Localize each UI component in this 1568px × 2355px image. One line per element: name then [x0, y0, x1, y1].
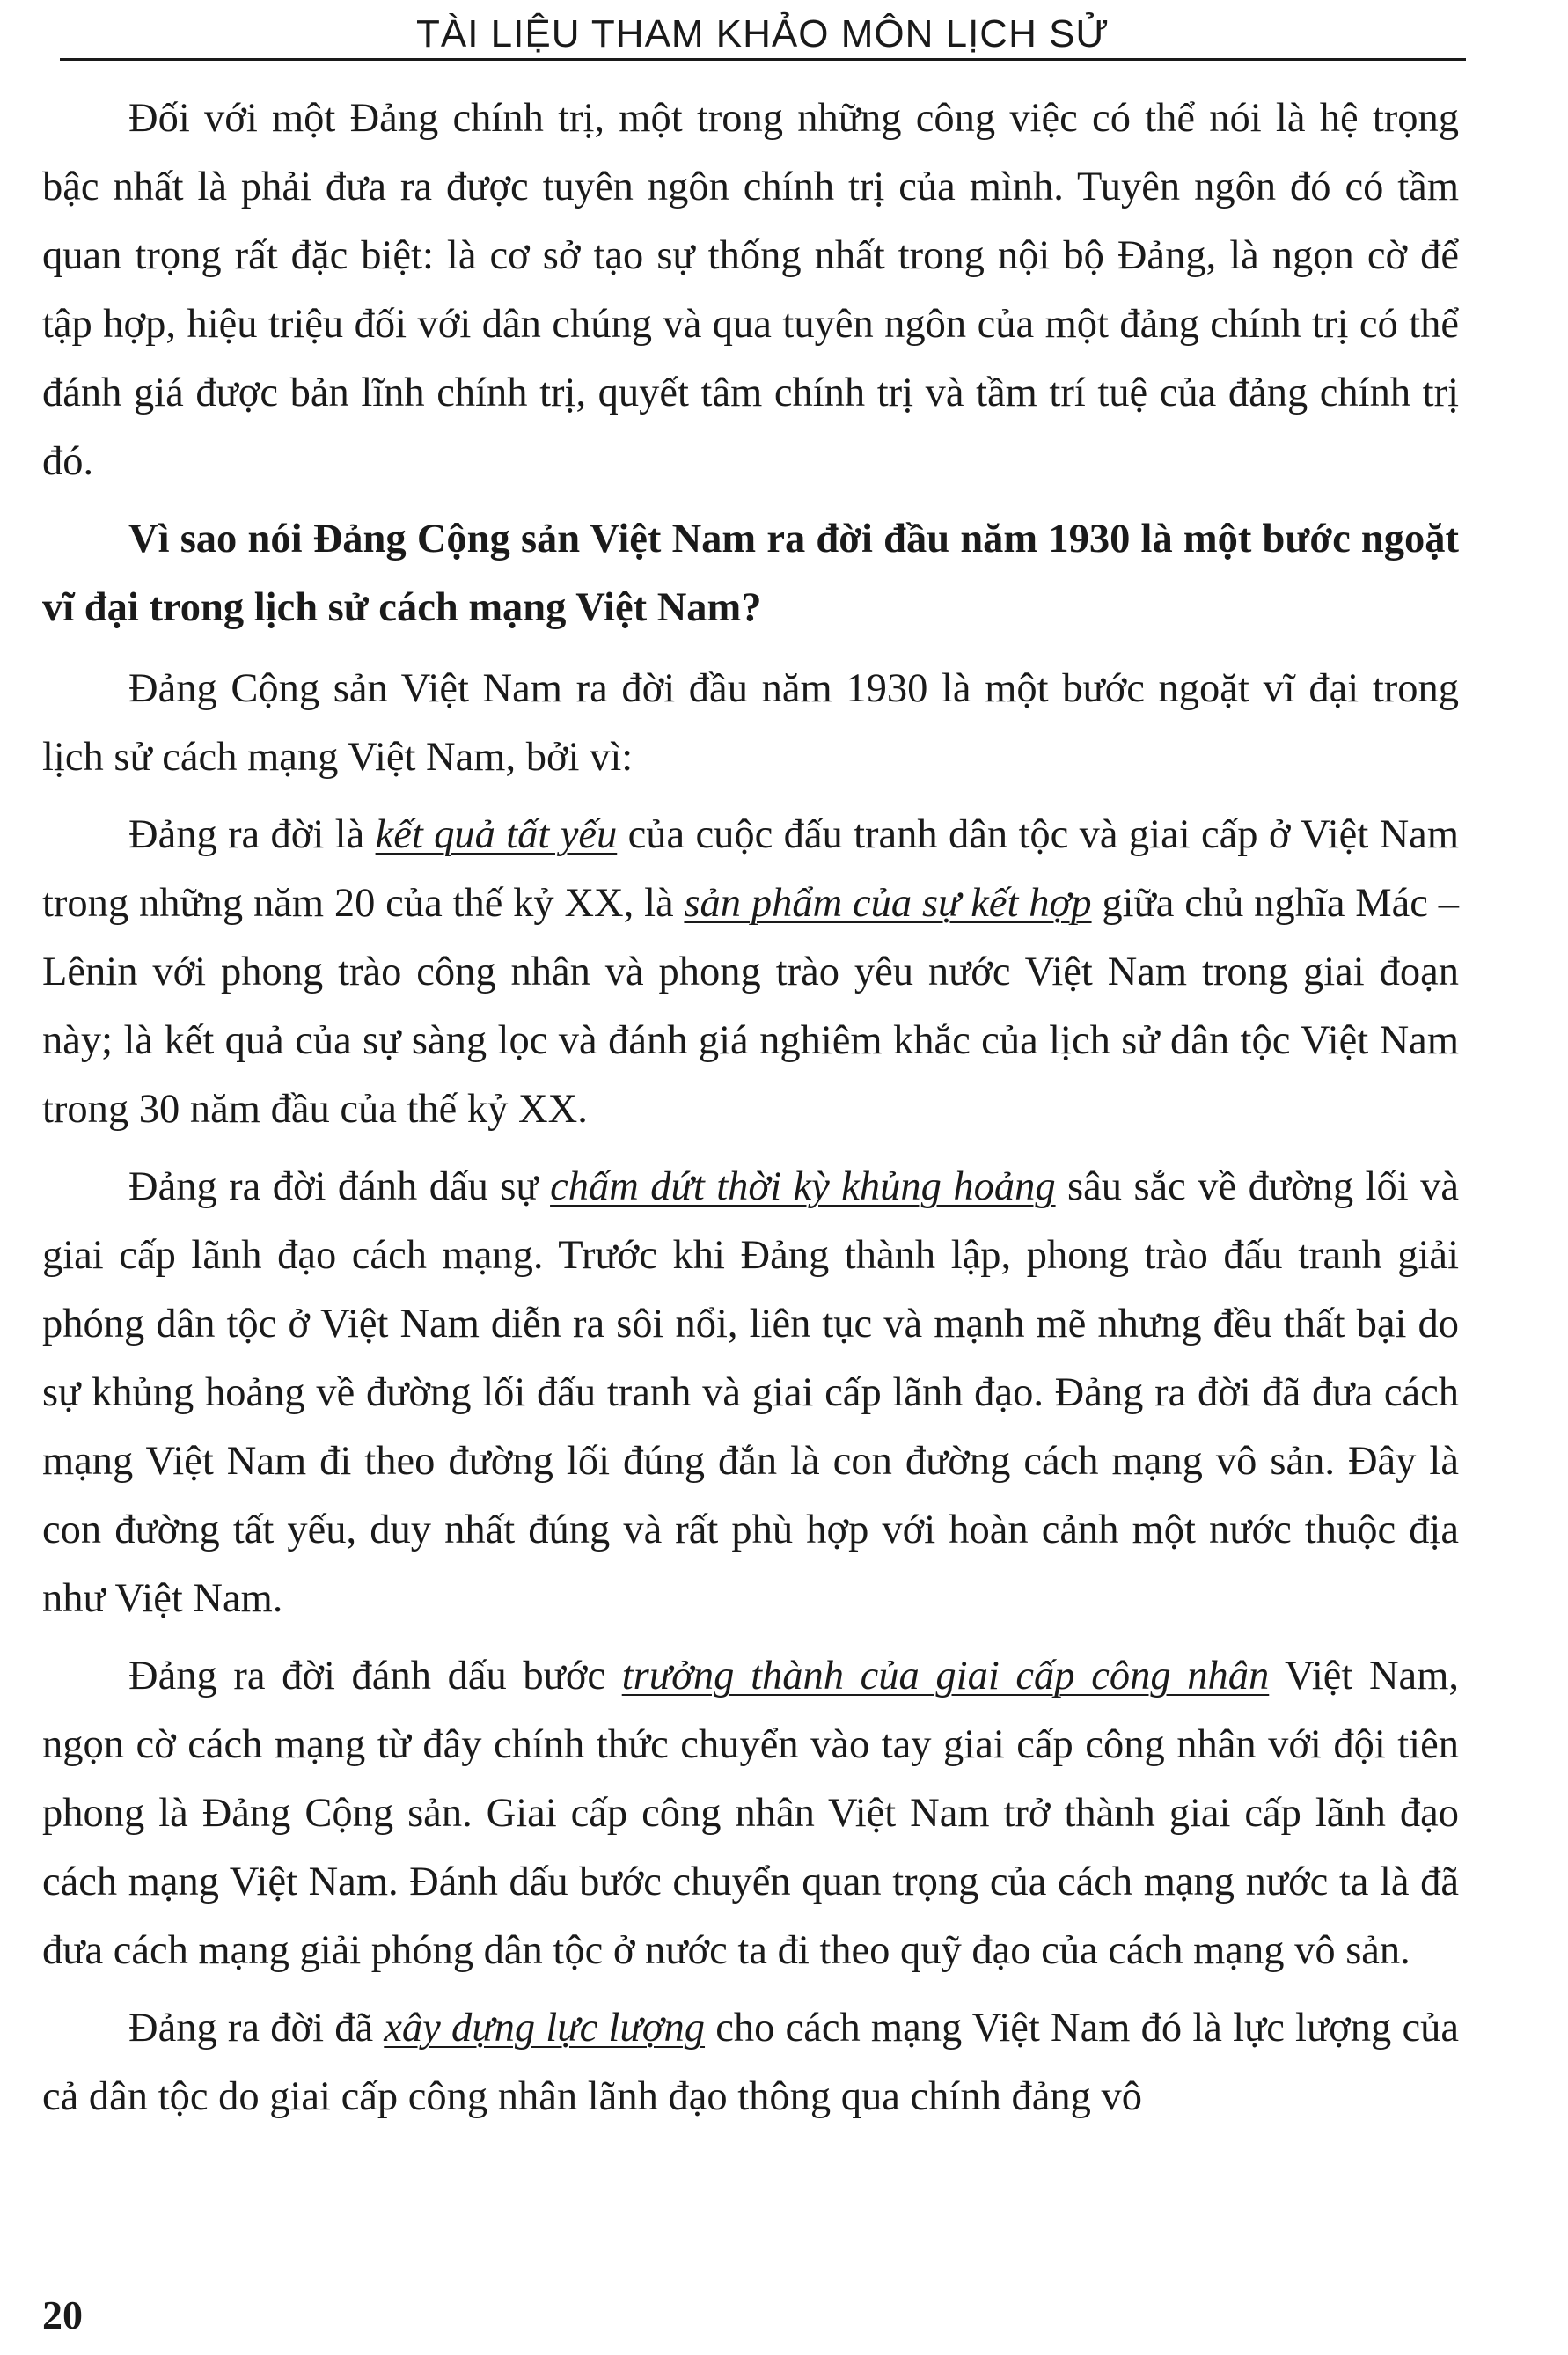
body-text	[42, 84, 1459, 2140]
text-run: Đảng ra đời đánh dấu bước	[128, 1654, 622, 1698]
text-run: Đảng ra đời là	[128, 812, 376, 857]
text-run: Việt Nam, ngọn cờ cách mạng từ đây chính thức chuyển vào tay giai cấp công nhân với đội tiên phong là Đảng Cộng sản. Giai cấp công nhân Việt Nam trở thành giai cấp lãnh đạo cách mạng Việt Nam. Đánh dấu bước chuyển quan trọng của cách mạng nước ta là đã đưa cách mạng giải phóng dân tộc ở nước ta đi theo quỹ đạo của cách mạng vô sản.	[42, 1654, 1459, 1973]
text-run: cho cách mạng Việt Nam đó là lực lượng của cả dân tộc do giai cấp công nhân lãnh đạo thông qua chính đảng vô	[42, 2006, 1459, 2119]
emphasis-working-class-maturity: trưởng thành của giai cấp công nhân	[621, 1654, 1270, 1698]
emphasis-product-of-combination: sản phẩm của sự kết hợp	[684, 881, 1092, 926]
text-run: sâu sắc về đường lối và giai cấp lãnh đạo cách mạng. Trước khi Đảng thành lập, phong trào đấu tranh giải phóng dân tộc ở Việt Nam diễn ra sôi nổi, liên tục và mạnh mẽ nhưng đều thất bại do sự khủng hoảng về đường lối đấu tranh và giai cấp lãnh đạo. Đảng ra đời đã đưa cách mạng Việt Nam đi theo đường lối đúng đắn là con đường cách mạng vô sản. Đây là con đường tất yếu, duy nhất đúng và rất phù hợp với hoàn cảnh một nước thuộc địa như Việt Nam.	[42, 1164, 1459, 1621]
paragraph-end-of-crisis	[42, 1153, 1459, 1633]
paragraph-intro: Đối với một Đảng chính trị, một trong những công việc có thể nói là hệ trọng bậc nhất là phải đưa ra được tuyên ngôn chính trị của mình. Tuyên ngôn đó có tầm quan trọng rất đặc biệt: là cơ sở tạo sự thống nhất trong nội bộ Đảng, là ngọn cờ để tập hợp, hiệu triệu đối với dân chúng và qua tuyên ngôn của một đảng chính trị có thể đánh giá được bản lĩnh chính trị, quyết tâm chính trị và tầm trí tuệ của đảng chính trị đó.	[42, 96, 1459, 484]
header-divider	[60, 58, 1466, 61]
page-number: 20	[42, 2293, 83, 2337]
paragraph-building-forces	[42, 1994, 1459, 2131]
section-question-heading: Vì sao nói Đảng Cộng sản Việt Nam ra đời đầu năm 1930 là một bước ngoặt vĩ đại trong lịch sử cách mạng Việt Nam?	[42, 517, 1459, 630]
paragraph-working-class-maturity	[42, 1642, 1459, 1985]
emphasis-end-of-crisis: chấm dứt thời kỳ khủng hoảng	[550, 1164, 1056, 1209]
text-run: giữa chủ nghĩa Mác – Lênin với phong trào công nhân và phong trào yêu nước Việt Nam trong giai đoạn này; là kết quả của sự sàng lọc và đánh giá nghiêm khắc của lịch sử dân tộc Việt Nam trong 30 năm đầu của thế kỷ XX.	[42, 881, 1459, 1132]
text-run: Đảng ra đời đánh dấu sự	[128, 1164, 551, 1209]
running-header: TÀI LIỆU THAM KHẢO MÔN LỊCH SỬ	[416, 12, 1110, 55]
emphasis-building-forces: xây dựng lực lượng	[384, 2006, 706, 2051]
emphasis-inevitable-result: kết quả tất yếu	[375, 812, 618, 857]
text-run: Đảng ra đời đã	[128, 2006, 385, 2051]
paragraph-answer-lead: Đảng Cộng sản Việt Nam ra đời đầu năm 1930 là một bước ngoặt vĩ đại trong lịch sử cách mạng Việt Nam, bởi vì:	[42, 666, 1459, 780]
text-run: của cuộc đấu tranh dân tộc và giai cấp ở Việt Nam trong những năm 20 của thế kỷ XX, là	[42, 812, 1459, 926]
paragraph-inevitable-result	[42, 801, 1459, 1144]
